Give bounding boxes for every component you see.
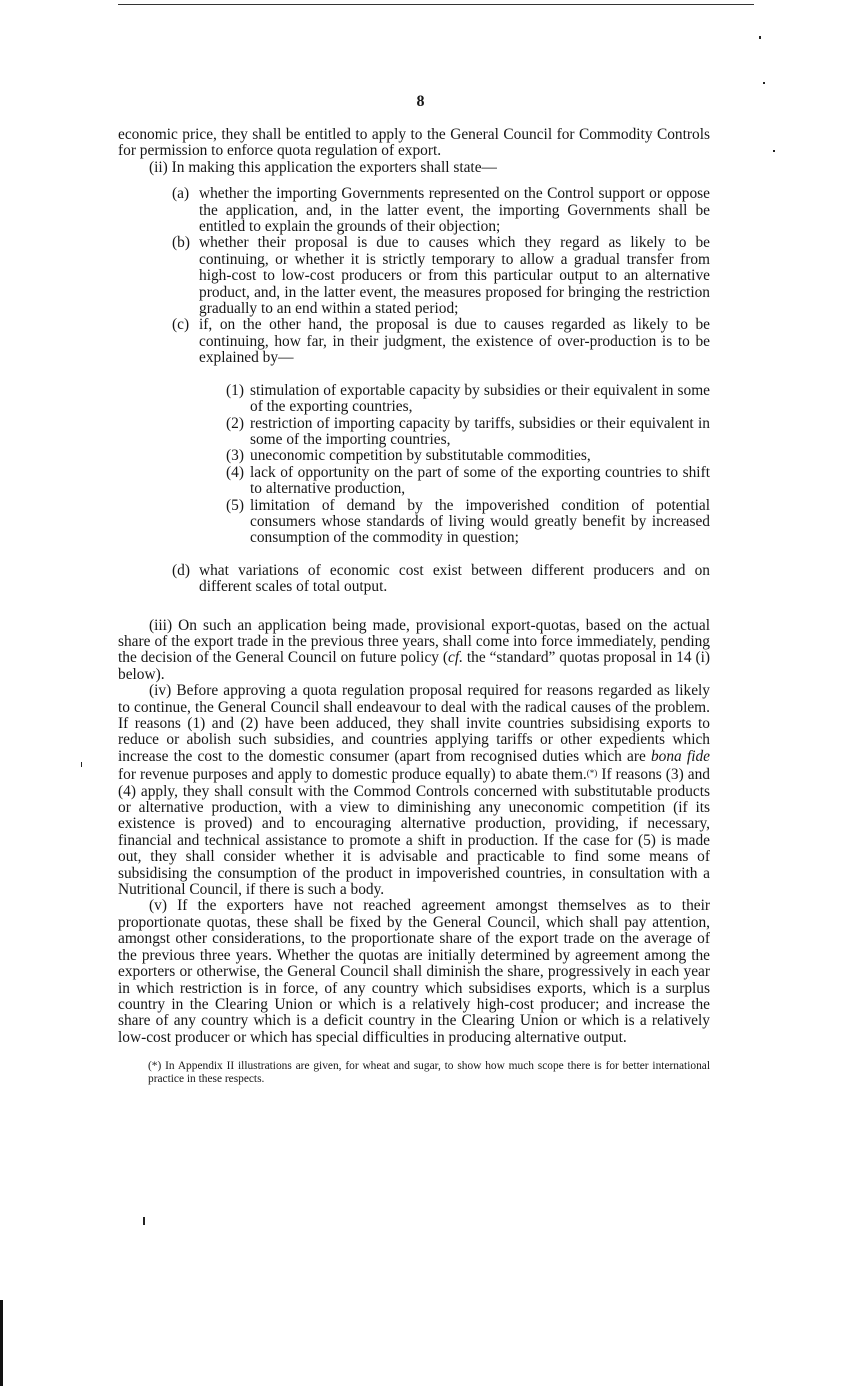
subclause-1 [118,383,710,416]
clause-a [118,186,710,235]
bona-fide-term: bona fide [650,747,710,765]
subclause-1-text: stimulation of exportable capacity by subsidies or their equivalent in some of the exporting countries, [250,381,710,416]
clause-b-tag: (b) [172,234,190,252]
scan-speck [81,762,82,767]
page-number: 8 [416,93,425,110]
clause-b [118,235,710,317]
clause-c-text: if, on the other hand, the proposal is due to causes regarded as likely to be continuing, how far, in their judgment, the existence of over-production is to be explained by— [199,316,710,367]
section-iv-text-b: for revenue purposes and apply to domestic produce equally) to abate them. [118,766,587,784]
section-iv-paragraph [118,683,710,898]
section-ii-heading [118,160,710,176]
section-iv-tag: (iv) [149,682,172,700]
section-iii-text-a: On such an application being made, provisional export-quotas, based on the actual share of the export trade in the previous three years, shall come into force immediately, pending the decision of the General Council on future policy ( [118,616,710,667]
clause-c-tag: (c) [172,316,190,334]
clause-d-tag: (d) [172,561,190,579]
subclause-4-tag: (4) [226,463,244,481]
subclause-2-tag: (2) [226,414,244,432]
subclause-4 [118,465,710,498]
clause-c [118,317,710,366]
intro-paragraph: economic price, they shall be entitled to apply to the General Council for Commodity Controls for permission to enforce quota regulation of export. [118,126,710,160]
scan-speck [759,36,761,39]
clause-b-text: whether their proposal is due to causes which they regard as likely to be continuing, or whether it is strictly temporary to allow a gradual transfer from high-cost to low-cost producers or from this particular output to an alternative product, and, in the latter event, the measures proposed for bringing the restriction gradually to an end within a stated period; [199,234,710,318]
footnote-reference: (*) [586,768,598,779]
scan-speck [773,150,775,152]
section-v-paragraph [118,898,710,1046]
section-ii-tag: (ii) [149,158,168,176]
subclause-1-tag: (1) [226,381,244,399]
section-iv-text-c: If reasons (3) and (4) apply, they shall consult with the Commod Controls concerned with substitutable products or alternative production, with a view to diminishing any uneconomic competition (if its existence is proved) and to encouraging alternative production, providing, if necessary, financial and technical assistance to promote a shift in production. If the case for (5) is made out, they shall consider whether it is advisable and practicable to find some means of subsidising the consumption of the product in impoverished countries, in consultation with a Nutritional Council, if there is such a body. [118,766,711,899]
section-ii-text: In making this application the exporters shall state— [171,158,497,176]
clause-d [118,563,710,596]
document-body [118,127,710,1086]
scan-edge-bar [0,1300,3,1386]
section-v-text: If the exporters have not reached agreement amongst themselves as to their proportionate quotas, these shall be fixed by the General Council, which shall pay attention, amongst other considerations, to the proportionate share of the export trade on the average of the previous three years. Whether the quotas are initially determined by agreement among the exporters or otherwise, the General Council shall diminish the share, progressively in each year in which restriction is in force, of any country which subsidises exports, which is a surplus country in the Clearing Union or which is a relatively high-cost producer; and increase the share of any country which is a deficit country in the Clearing Union or which is a relatively low-cost producer or which has special difficulties in producing alternative output. [118,897,710,1046]
section-iv-text-a: Before approving a quota regulation proposal required for reasons regarded as likely to continue, the General Council shall endeavour to deal with the radical causes of the problem. If reasons (1) and (2) have been adduced, they shall invite countries subsidising exports to reduce or abolish such subsidies, and countries applying tariffs or other expedients which increase the cost to the domestic consumer (apart from recognised duties which are [118,682,710,765]
footnote [118,1060,710,1086]
cf-abbreviation: cf. [448,649,463,667]
top-rule [118,4,754,5]
clause-a-text: whether the importing Governments represented on the Control support or oppose the application, and, in the latter event, the importing Governments shall be entitled to explain the grounds of their objection; [199,185,710,236]
subclause-4-text: lack of opportunity on the part of some of the exporting countries to shift to alternative production, [250,463,710,498]
subclause-2-text: restriction of importing capacity by tariffs, subsidies or their equivalent in some of the importing countries, [250,414,710,448]
section-v-tag: (v) [149,897,167,915]
subclause-5-text: limitation of demand by the impoverished condition of potential consumers whose standards of living would greatly benefit by increased consumption of the commodity in question; [250,496,710,547]
subclause-3-tag: (3) [226,447,244,465]
section-iii-paragraph [118,618,710,684]
subclause-2 [118,416,710,449]
clause-a-tag: (a) [172,185,190,203]
footnote-marker: (*) [148,1060,162,1073]
scan-speck [763,82,765,84]
subclause-3-text: uneconomic competition by substitutable commodities, [250,447,591,465]
section-iii-tag: (iii) [149,616,173,634]
subclause-5 [118,498,710,547]
subclause-3 [118,448,710,464]
scan-speck [143,1217,145,1225]
subclause-5-tag: (5) [226,496,244,514]
section-iii-text-b: the “standard” quotas proposal in 14 (i) below). [118,649,710,683]
clause-d-text: what variations of economic cost exist between different producers and on different scales of total output. [199,561,710,596]
footnote-text: In Appendix II illustrations are given, for wheat and sugar, to show how much scope there is for better international practice in these respects. [148,1060,710,1086]
